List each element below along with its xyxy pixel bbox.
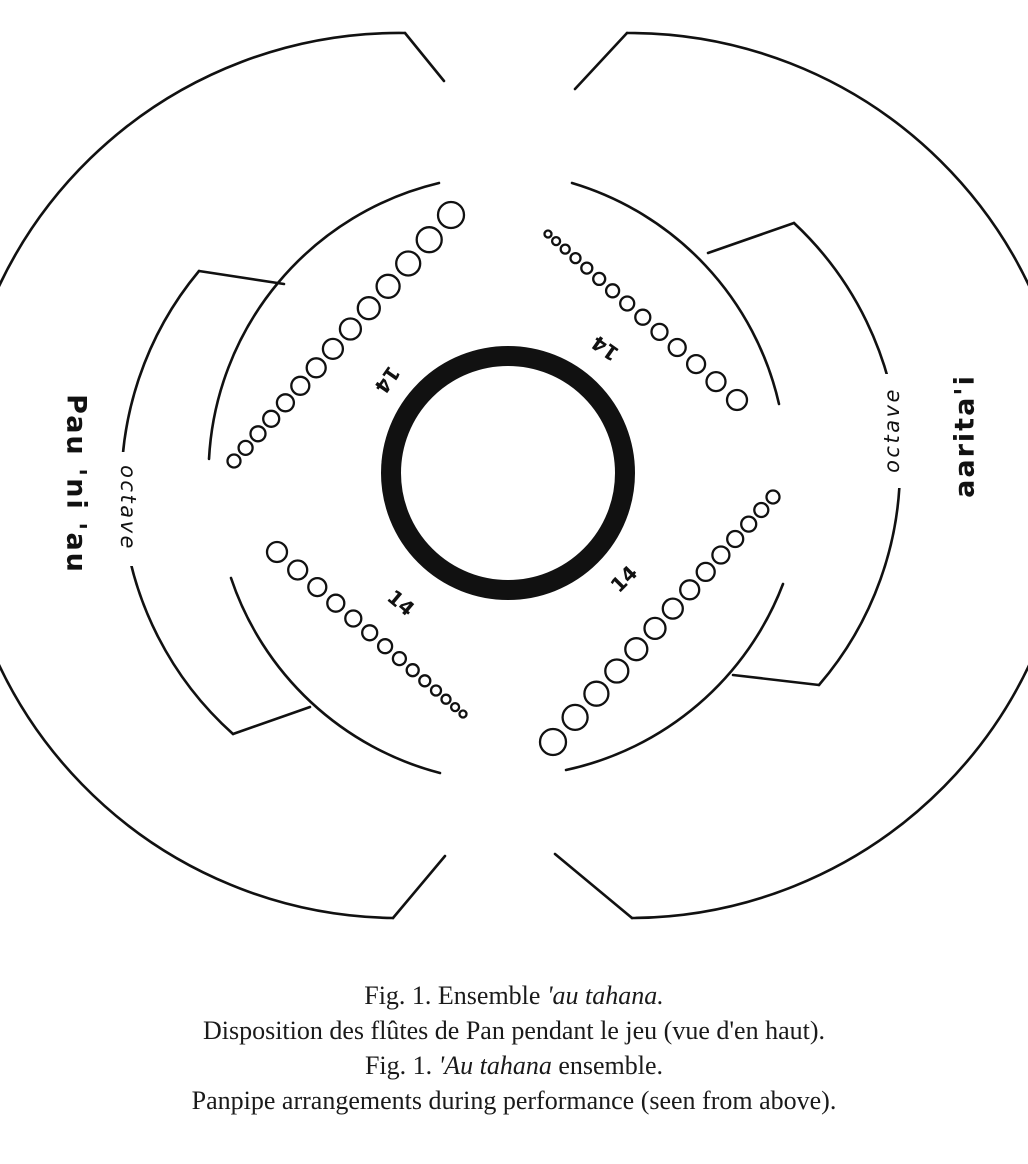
middle-arc-right-top-tick (708, 223, 794, 253)
pipe-tube (635, 310, 650, 325)
pipe-tube (288, 561, 307, 580)
pipe-tube (540, 729, 566, 755)
pipe-tube (358, 297, 380, 319)
pipe-tube (669, 339, 686, 356)
pipe-tube (584, 682, 608, 706)
pipe-tube (754, 503, 768, 517)
pipe-tube (767, 491, 780, 504)
pipe-tube (327, 595, 344, 612)
pipe-tube (431, 686, 441, 696)
pipe-tube (239, 441, 253, 455)
pipe-tube (545, 231, 552, 238)
middle-arc-left-top-tick (199, 271, 284, 284)
panpipe-top-left (228, 202, 465, 468)
pipe-tube (552, 237, 560, 245)
pipe-count-label-bottom-right: 14 (605, 560, 643, 598)
pipe-tube (581, 263, 592, 274)
pipe-tube (727, 390, 747, 410)
label-octave-right: octave (880, 387, 904, 473)
pipe-tube (605, 660, 628, 683)
pipe-tube (442, 695, 451, 704)
pipe-tube (712, 547, 729, 564)
pipe-tube (228, 455, 241, 468)
pipe-tube (697, 563, 715, 581)
pipe-tube (620, 297, 634, 311)
pipe-tube (291, 377, 309, 395)
pipe-tube (251, 426, 266, 441)
outer-arc-right-bottom-tick (555, 854, 632, 918)
pipe-tube (417, 227, 442, 252)
label-aaritai: aarita'i (949, 374, 981, 498)
pipe-tube (393, 652, 406, 665)
pipe-count-label-bottom-left: 14 (382, 584, 420, 621)
central-ring (391, 356, 625, 590)
pipe-tube (645, 618, 666, 639)
pipe-tube (263, 411, 279, 427)
pipe-tube (396, 252, 420, 276)
pipe-tube (652, 324, 668, 340)
pipe-count-label-top-left: 14 (369, 361, 406, 399)
middle-arc-left-bottom-tick (233, 707, 310, 734)
pipe-tube (707, 372, 726, 391)
outer-arc-left-top-tick (405, 33, 444, 81)
pipe-tube (438, 202, 464, 228)
pipe-tube (663, 599, 683, 619)
inner-arc-top-right (572, 183, 779, 404)
pipe-tube (323, 339, 343, 359)
caption-line-4: Panpipe arrangements during performance (seen from above). (191, 1086, 837, 1115)
pipe-tube (277, 394, 294, 411)
panpipe-bottom-right (540, 491, 780, 756)
pipe-tube (606, 284, 619, 297)
pipe-tube (307, 358, 326, 377)
caption-line-1: Fig. 1. Ensemble 'au tahana. (364, 981, 664, 1010)
pipe-tube (561, 245, 570, 254)
figure-caption (0, 978, 1028, 1118)
pipe-tube (563, 705, 588, 730)
pipe-tube (308, 578, 326, 596)
pipe-tube (460, 711, 467, 718)
label-pau-ni-au: Pau 'ni 'au (60, 394, 92, 574)
pipe-tube (419, 675, 430, 686)
pipe-tube (340, 319, 361, 340)
pipe-tube (680, 580, 699, 599)
pipe-tube (451, 703, 459, 711)
pipe-tube (377, 275, 400, 298)
pipe-tube (267, 542, 287, 562)
pipe-tube (625, 638, 647, 660)
outer-arc-right-top-tick (575, 33, 627, 89)
pipe-count-label-top-right: 14 (586, 330, 624, 367)
caption-line-2: Disposition des flûtes de Pan pendant le jeu (vue d'en haut). (202, 1016, 826, 1045)
pipe-tube (378, 639, 392, 653)
pipe-tube (571, 253, 581, 263)
pipe-tube (687, 355, 705, 373)
pipe-tube (727, 531, 743, 547)
middle-arc-right-bottom-tick (733, 675, 819, 685)
pipe-tube (362, 625, 377, 640)
pipe-tube (345, 611, 361, 627)
pipe-tube (407, 664, 419, 676)
pipe-tube (593, 273, 605, 285)
outer-arc-left-bottom-tick (393, 856, 445, 918)
label-octave-left: octave (116, 465, 140, 551)
caption-line-3: Fig. 1. 'Au tahana ensemble. (364, 1051, 664, 1080)
pipe-tube (741, 517, 756, 532)
